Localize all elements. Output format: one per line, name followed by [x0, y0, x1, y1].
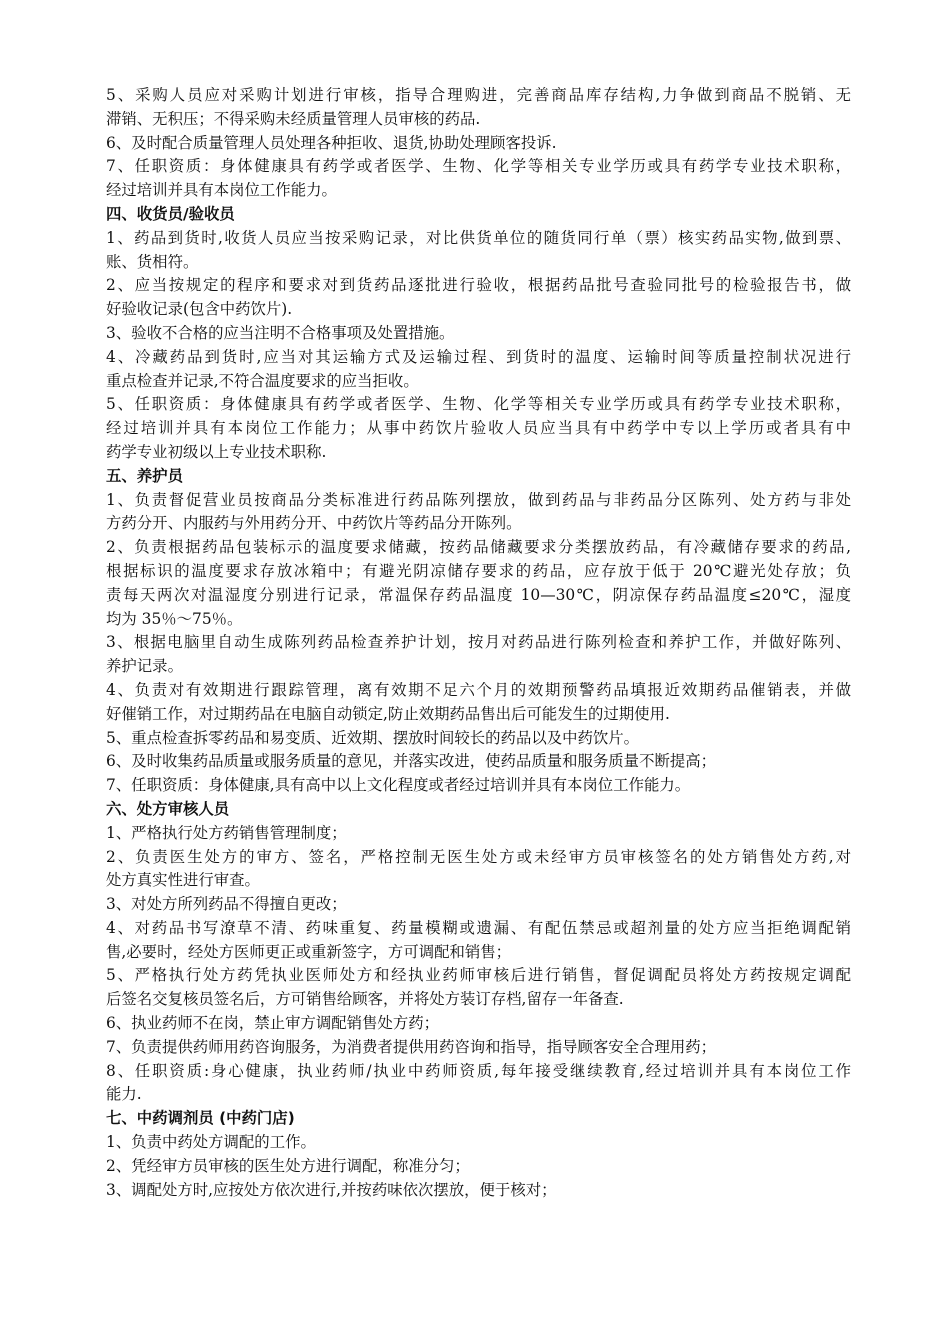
text-line: 6、执业药师不在岗，禁止审方调配销售处方药；: [106, 1014, 439, 1033]
text-line: 6、及时收集药品质量或服务质量的意见，并落实改进，使药品质量和服务质量不断提高；: [106, 752, 717, 771]
text-line: 5、严格执行处方药凭执业医师处方和经执业药师审核后进行销售，督促调配员将处方药按规定调配: [106, 966, 851, 985]
section-heading: 五、养护员: [106, 466, 183, 485]
text-line: 根据标识的温度要求存放冰箱中；有避光阴凉储存要求的药品，应存放于低于 20℃避光处存放；负: [106, 561, 851, 580]
text-line: 好催销工作，对过期药品在电脑自动锁定,防止效期药品售出后可能发生的过期使用.: [106, 704, 670, 723]
text-line: 4、冷藏药品到货时,应当对其运输方式及运输过程、到货时的温度、运输时间等质量控制状况进行: [106, 347, 851, 366]
text-line: 账、货相符。: [106, 252, 199, 271]
text-line: 责每天两次对温湿度分别进行记录，常温保存药品温度 10—30℃，阴凉保存药品温度≤20℃，湿度: [106, 585, 851, 604]
text-line: 2、凭经审方员审核的医生处方进行调配，称准分匀；: [106, 1156, 470, 1175]
text-line: 经过培训并具有本岗位工作能力。: [106, 181, 337, 200]
text-line: 均为 35％～75％。: [106, 609, 243, 628]
section-heading: 四、收货员/验收员: [106, 204, 235, 223]
text-line: 1、负责中药处方调配的工作。: [106, 1133, 316, 1152]
text-line: 5、采购人员应对采购计划进行审核，指导合理购进，完善商品库存结构,力争做到商品不脱销、无: [106, 86, 851, 104]
text-line: 8、任职资质:身心健康，执业药师/执业中药师资质,每年接受继续教育,经过培训并具有本岗位工作: [106, 1061, 851, 1080]
text-line: 1、药品到货时,收货人员应当按采购记录，对比供货单位的随货同行单（票）核实药品实物,做到票、: [106, 228, 851, 247]
text-line: 方药分开、内服药与外用药分开、中药饮片等药品分开陈列。: [106, 514, 522, 533]
text-line: 养护记录。: [106, 657, 183, 676]
text-line: 好验收记录(包含中药饮片).: [106, 300, 293, 319]
section-heading: 七、中药调剂员 (中药门店): [106, 1109, 295, 1128]
text-line: 3、对处方所列药品不得擅自更改；: [106, 895, 347, 914]
text-line: 重点检查并记录,不符合温度要求的应当拒收。: [106, 371, 419, 390]
text-line: 5、任职资质：身体健康具有药学或者医学、生物、化学等相关专业学历或具有药学专业技术职称，: [106, 395, 851, 414]
text-line: 2、应当按规定的程序和要求对到货药品逐批进行验收，根据药品批号查验同批号的检验报告书，做: [106, 276, 851, 295]
text-line: 2、负责医生处方的审方、签名，严格控制无医生处方或未经审方员审核签名的处方销售处方药,对: [106, 847, 851, 866]
text-line: 3、调配处方时,应按处方依次进行,并按药味依次摆放，便于核对；: [106, 1180, 557, 1199]
text-line: 售,必要时，经处方医师更正或重新签字，方可调配和销售；: [106, 942, 512, 961]
text-line: 3、根据电脑里自动生成陈列药品检查养护计划，按月对药品进行陈列检查和养护工作，并做好陈列、: [106, 633, 851, 652]
text-line: 药学专业初级以上专业技术职称.: [106, 442, 327, 461]
text-line: 4、对药品书写潦草不清、药味重复、药量模糊或遗漏、有配伍禁忌或超剂量的处方应当拒绝调配销: [106, 918, 851, 937]
text-line: 6、及时配合质量管理人员处理各种拒收、退货,协助处理顾客投诉.: [106, 133, 557, 152]
text-line: 5、重点检查拆零药品和易变质、近效期、摆放时间较长的药品以及中药饮片。: [106, 728, 640, 747]
text-line: 7、任职资质：身体健康,具有高中以上文化程度或者经过培训并具有本岗位工作能力。: [106, 776, 691, 795]
section-heading: 六、处方审核人员: [106, 799, 230, 818]
document-page: [106, 84, 851, 1202]
text-line: 能力.: [106, 1085, 142, 1104]
text-line: 7、负责提供药师用药咨询服务，为消费者提供用药咨询和指导，指导顾客安全合理用药；: [106, 1037, 717, 1056]
text-line: 经过培训并具有本岗位工作能力；从事中药饮片验收人员应当具有中药学中专以上学历或者具有中: [106, 419, 851, 438]
text-line: 3、验收不合格的应当注明不合格事项及处置措施。: [106, 323, 455, 342]
text-line: 2、负责根据药品包装标示的温度要求储藏，按药品储藏要求分类摆放药品，有冷藏储存要求的药品,: [106, 538, 851, 557]
text-line: 1、负责督促营业员按商品分类标准进行药品陈列摆放，做到药品与非药品分区陈列、处方药与非处: [106, 490, 851, 509]
text-line: 4、负责对有效期进行跟踪管理，离有效期不足六个月的效期预警药品填报近效期药品催销表，并做: [106, 680, 851, 699]
text-line: 1、严格执行处方药销售管理制度；: [106, 823, 347, 842]
text-line: 处方真实性进行审查。: [106, 871, 260, 890]
text-line: 后签名交复核员签名后，方可销售给顾客，并将处方装订存档,留存一年备查.: [106, 990, 624, 1009]
text-line: 7、任职资质：身体健康具有药学或者医学、生物、化学等相关专业学历或具有药学专业技术职称，: [106, 157, 851, 176]
text-line: 滞销、无积压；不得采购未经质量管理人员审核的药品.: [106, 109, 481, 128]
